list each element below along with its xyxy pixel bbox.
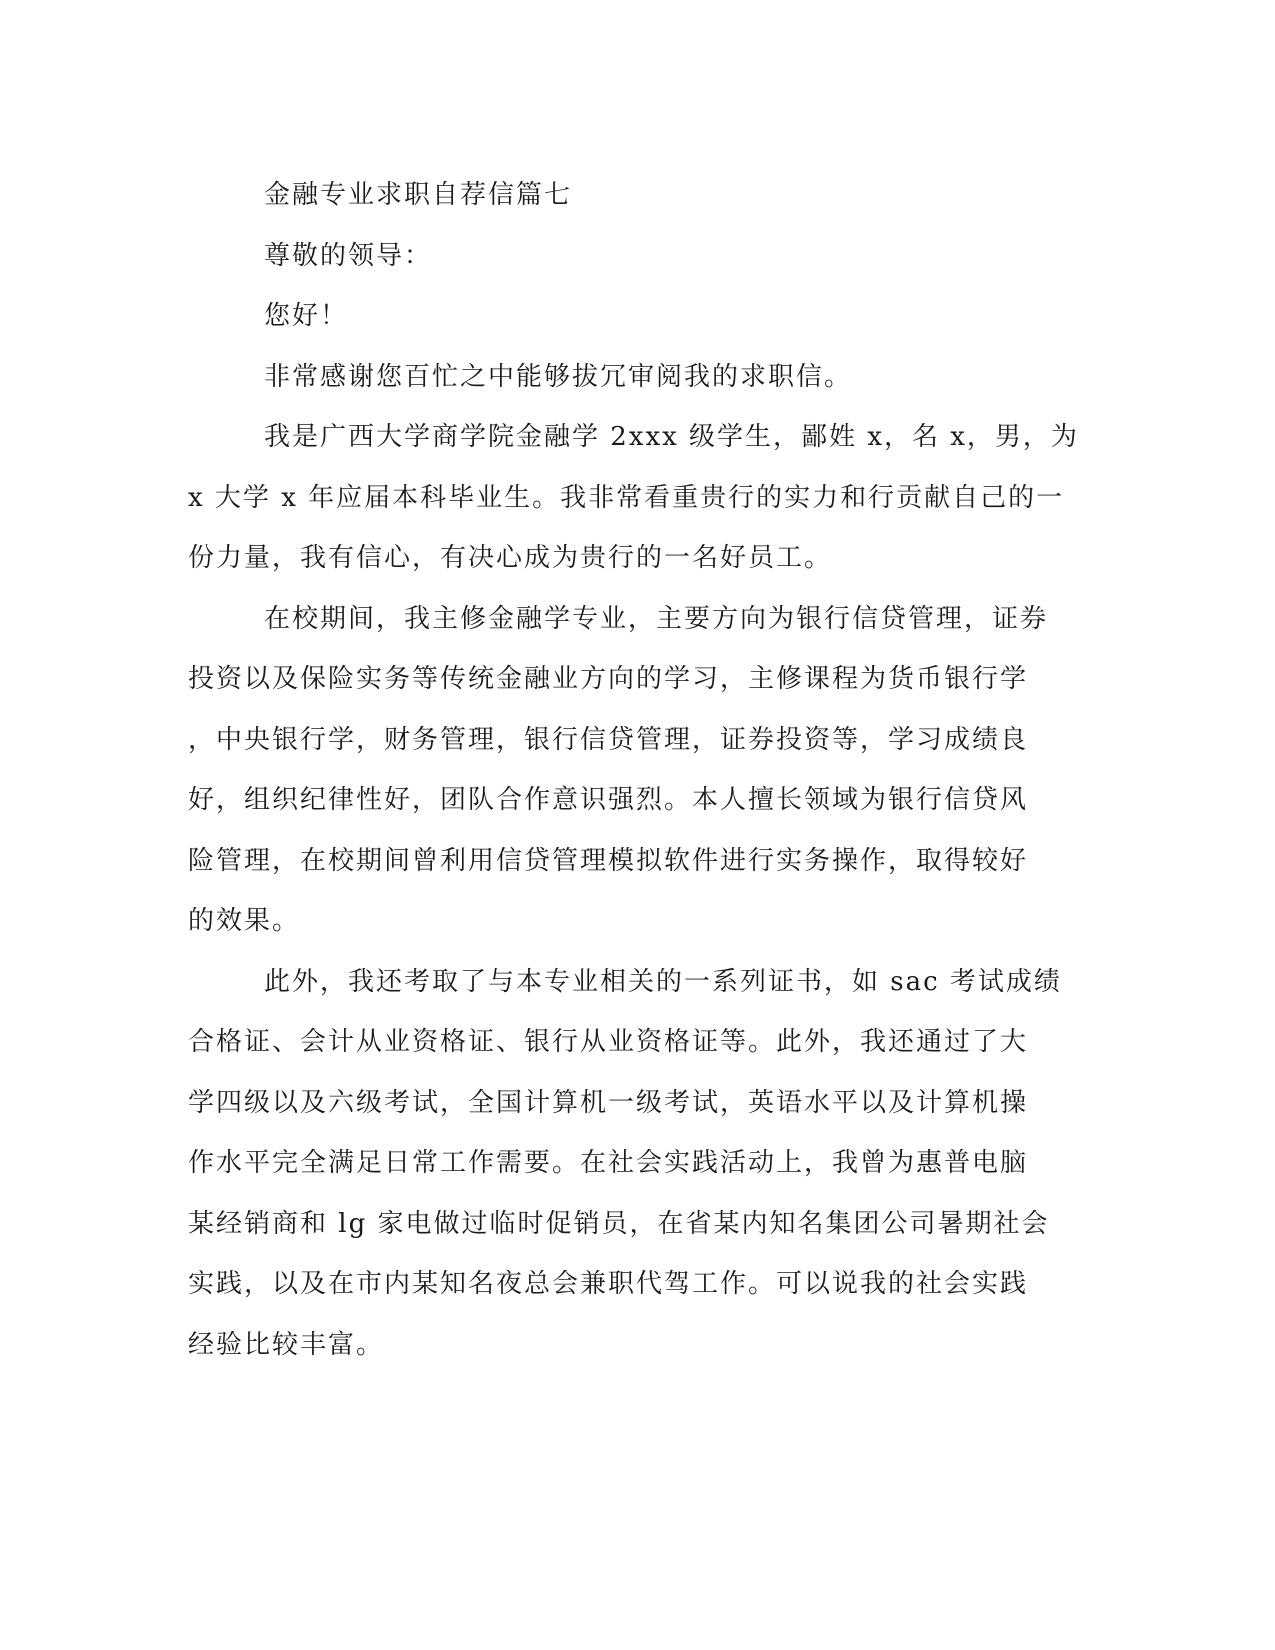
text-line: 非常感谢您百忙之中能够拔冗审阅我的求职信。 [264, 361, 853, 392]
text-line: 作水平完全满足日常工作需要。在社会实践活动上，我曾为惠普电脑 [188, 1148, 1029, 1178]
text-line: 学四级以及六级考试，全国计算机一级考试，英语水平以及计算机操 [188, 1087, 1029, 1118]
salutation: 尊敬的领导： [264, 240, 433, 271]
text-line: 实践，以及在市内某知名夜总会兼职代驾工作。可以说我的社会实践 [188, 1269, 1029, 1299]
text-line: 我是广西大学商学院金融学 2xxx 级学生，鄙姓 x，名 x，男，为 [264, 422, 1079, 452]
text-line: 合格证、会计从业资格证、银行从业资格证等。此外，我还通过了大 [188, 1027, 1029, 1057]
text-line: 经验比较丰富。 [188, 1329, 385, 1360]
greeting: 您好！ [264, 301, 349, 331]
body-lines [188, 347, 1088, 1376]
text-line: 某经销商和 lg 家电做过临时促销员，在省某内知名集团公司暑期社会 [188, 1208, 1050, 1239]
text-line: 份力量，我有信心，有决心成为贵行的一名好员工。 [188, 543, 833, 573]
text-line: ，中央银行学，财务管理，银行信贷管理，证券投资等，学习成绩良 [188, 724, 1029, 755]
text-line: 在校期间，我主修金融学专业，主要方向为银行信贷管理，证券 [264, 603, 1049, 634]
letter-body [188, 165, 1088, 1375]
text-line: 险管理，在校期间曾利用信贷管理模拟软件进行实务操作，取得较好 [188, 845, 1029, 876]
text-line: 的效果。 [188, 906, 301, 936]
letter-title: 金融专业求职自荐信篇七 [264, 180, 573, 210]
text-line: 投资以及保险实务等传统金融业方向的学习，主修课程为货币银行学 [188, 664, 1029, 694]
text-line: x 大学 x 年应届本科毕业生。我非常看重贵行的实力和行贡献自己的一 [188, 482, 1065, 513]
text-line: 此外，我还考取了与本专业相关的一系列证书，如 sac 考试成绩 [264, 966, 1062, 997]
text-line: 好，组织纪律性好，团队合作意识强烈。本人擅长领域为银行信贷风 [188, 785, 1029, 815]
